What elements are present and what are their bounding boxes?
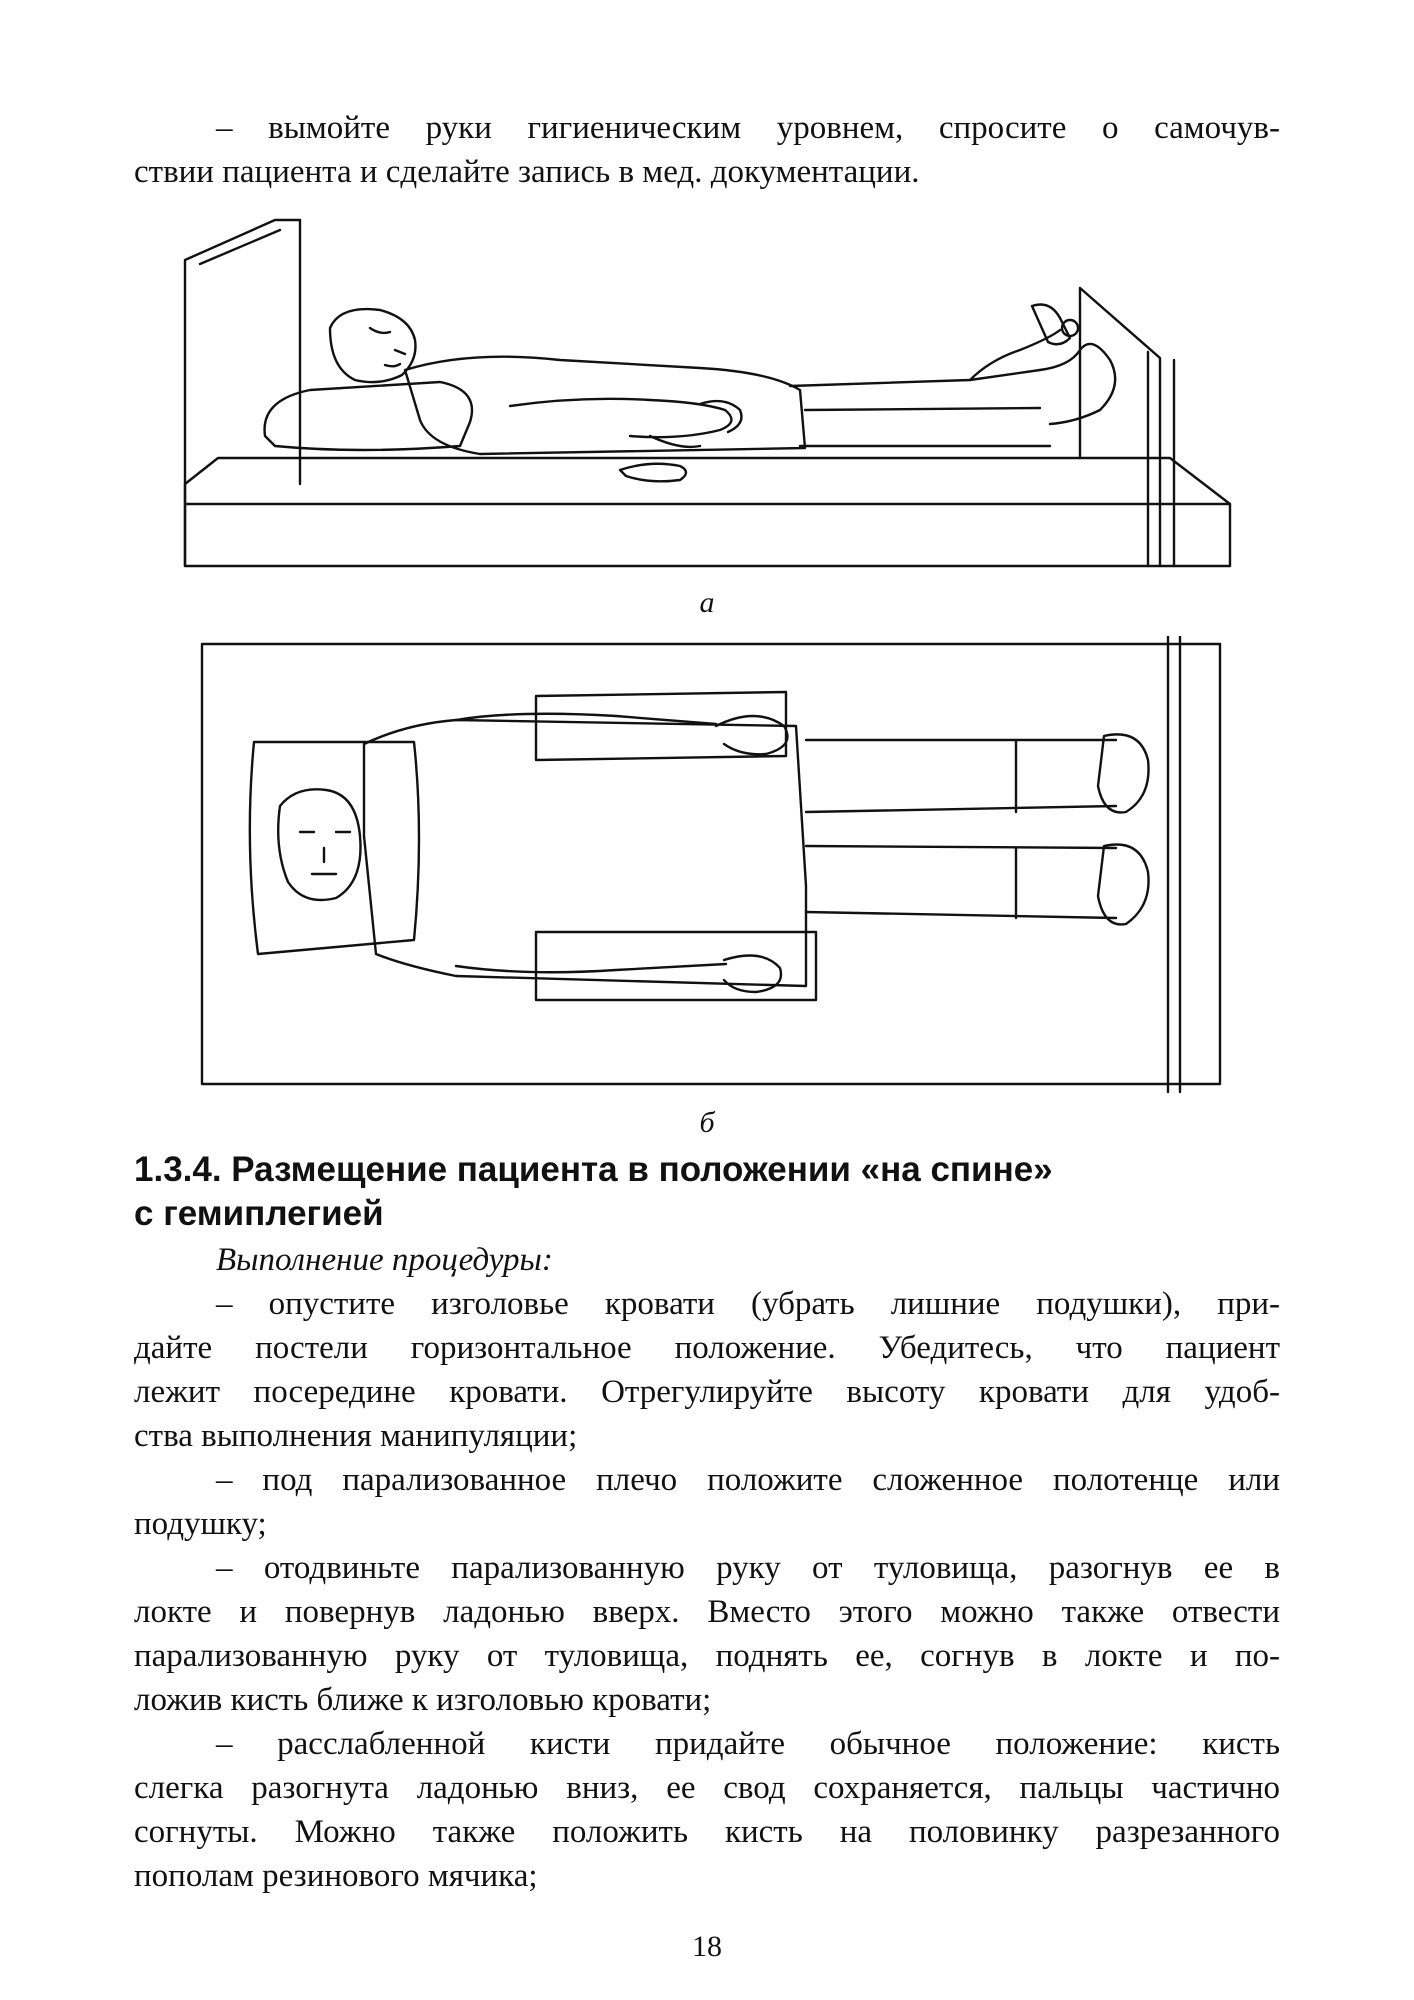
- step-1-line-4: ства выполнения манипуляции;: [134, 1418, 578, 1454]
- section-heading: [134, 1148, 1280, 1236]
- patient-arm: [510, 399, 731, 437]
- step-3-line-4: ложив кисть ближе к изголовью кровати;: [134, 1682, 712, 1718]
- patient-face: [370, 328, 405, 366]
- footboard-bar: [1168, 636, 1180, 1092]
- step-1: [134, 1282, 1280, 1458]
- pillow-top: [250, 742, 419, 954]
- foot-upper: [1032, 305, 1070, 345]
- section-heading-line-2: с гемиплегией: [134, 1194, 384, 1233]
- figure-b-top-view: [196, 636, 1226, 1096]
- step-4-line-4: пополам резинового мячика;: [134, 1858, 538, 1894]
- intro-line-2: ствии пациента и сделайте запись в мед. документации.: [134, 154, 920, 190]
- step-4-line-1: – расслабленной кисти придайте обычное положение: кисть: [216, 1726, 1280, 1762]
- intro-paragraph: [134, 106, 1280, 194]
- step-3: [134, 1546, 1280, 1722]
- step-1-line-2: дайте постели горизонтальное положение. Убедитесь, что пациент: [134, 1330, 1280, 1366]
- page-number: 18: [692, 1930, 722, 1963]
- foot-right-top: [1098, 734, 1149, 812]
- step-3-line-2: локте и повернув ладонью вверх. Вместо этого можно также отвести: [134, 1594, 1280, 1630]
- foot-lower: [1040, 344, 1115, 424]
- section-heading-line-1: 1.3.4. Размещение пациента в положении «на спине»: [134, 1150, 1053, 1189]
- patient-head: [330, 309, 415, 382]
- step-1-line-1: – опустите изголовье кровати (убрать лишние подушки), при-: [216, 1286, 1280, 1322]
- step-4: [134, 1722, 1280, 1898]
- foot-left-top: [1098, 844, 1149, 924]
- step-3-line-3: парализованную руку от туловища, поднять ее, согнув в локте и по-: [134, 1638, 1280, 1674]
- intro-line-1: – вымойте руки гигиеническим уровнем, спросите о самочув-: [216, 110, 1280, 146]
- headboard: [185, 220, 300, 566]
- procedure-steps: [134, 1282, 1280, 1898]
- step-2-line-1: – под парализованное плечо положите сложенное полотенце или: [216, 1462, 1280, 1498]
- patient-face-top: [300, 832, 350, 874]
- figure-a-label: а: [699, 586, 715, 619]
- step-4-line-2: слегка разогнута ладонью вниз, ее свод сохраняется, пальцы частично: [134, 1770, 1280, 1806]
- step-3-line-1: – отодвиньте парализованную руку от туловища, разогнув ее в: [216, 1550, 1280, 1586]
- step-4-line-3: согнуты. Можно также положить кисть на половинку разрезанного: [134, 1814, 1280, 1850]
- mattress: [185, 458, 1230, 566]
- patient-legs: [790, 370, 1050, 446]
- pillow: [265, 382, 472, 450]
- lower-arm: [456, 964, 726, 972]
- mattress-top: [202, 644, 1220, 1084]
- arm-support: [620, 464, 686, 482]
- patient-legs-top: [806, 740, 1116, 918]
- patient-hand: [650, 401, 742, 447]
- step-2-line-2: подушку;: [134, 1506, 267, 1542]
- figure-b-label: б: [699, 1106, 715, 1139]
- patient-torso: [405, 357, 805, 454]
- footboard: [1080, 288, 1174, 566]
- procedure-subheading: Выполнение процедуры:: [216, 1242, 553, 1278]
- patient-head-top: [278, 789, 360, 900]
- step-2: [134, 1458, 1280, 1546]
- step-1-line-3: лежит посередине кровати. Отрегулируйте высоту кровати для удоб-: [134, 1374, 1280, 1410]
- lower-hand: [724, 956, 781, 993]
- upper-hand: [716, 716, 787, 754]
- figure-a-side-view: [180, 210, 1240, 580]
